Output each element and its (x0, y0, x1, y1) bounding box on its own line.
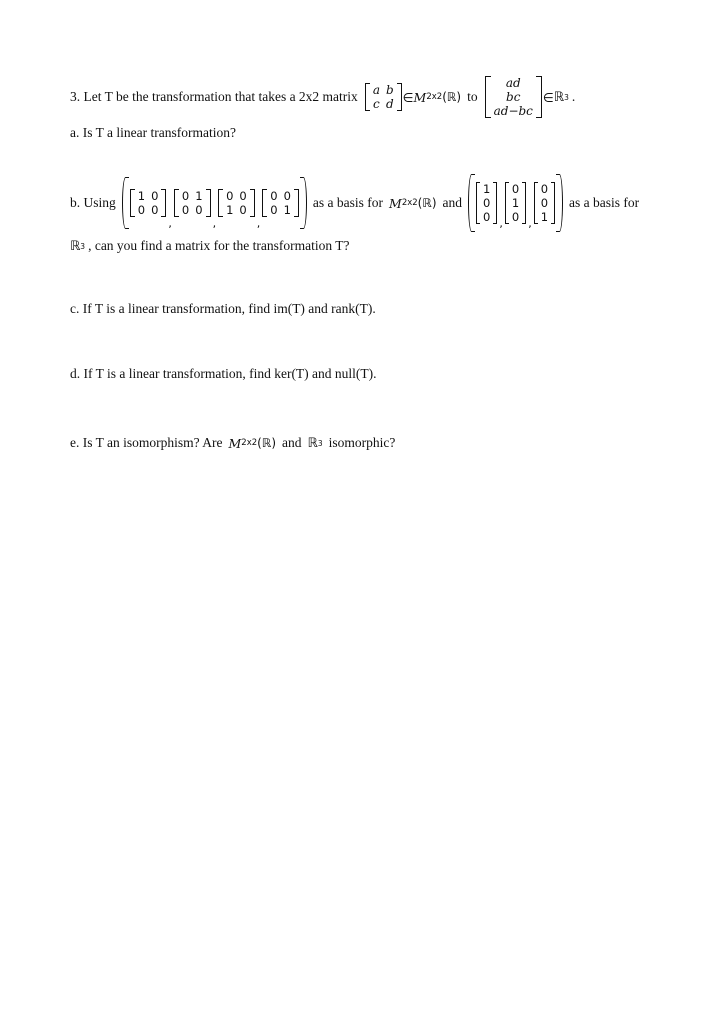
basis-m4-entry: 0 (270, 189, 278, 203)
basis-v3-entry: 0 (540, 196, 549, 210)
image-entry-1: ad (505, 76, 521, 90)
question-d-text: d. If T is a linear transformation, find ker(T) and null(T). (70, 366, 377, 381)
basis-m3-entry: 0 (239, 203, 247, 217)
basis-v1-entry: 0 (483, 196, 491, 210)
space-m-field: (ℝ) (442, 90, 462, 104)
image-entry-3: ad−bc (493, 104, 533, 118)
basis-m1-entry: 0 (137, 203, 146, 217)
basis-m4-entry: 0 (270, 203, 278, 217)
question-a (70, 124, 236, 142)
basis-v1-entry: 0 (483, 210, 491, 224)
comma: , (256, 217, 261, 230)
real-power: 3 (317, 438, 323, 448)
basis-matrix-2 (174, 189, 211, 217)
basis-matrix-4 (262, 189, 299, 217)
basis-m3-entry: 1 (226, 203, 234, 217)
matrix-entry-d: d (385, 97, 394, 111)
image-entry-2: bc (506, 90, 521, 104)
open-paren-2 (468, 174, 475, 232)
space-m-symbol: M (389, 195, 402, 211)
space-m-symbol: M (228, 435, 242, 451)
basis-v2-entry: 0 (511, 210, 520, 224)
question-e-text-1: e. Is T an isomorphism? Are (70, 435, 223, 450)
basis-vector-1 (476, 182, 497, 224)
question-b-label: b. Using (70, 195, 116, 210)
basis-vector-2 (505, 182, 526, 224)
real-numbers-symbol: ℝ (307, 435, 318, 451)
basis-m3-entry: 0 (239, 189, 247, 203)
basis-v2-entry: 0 (511, 182, 520, 196)
space-m-subscript: 2x2 (426, 92, 443, 102)
basis-v3-entry: 1 (540, 210, 549, 224)
question-b-continued-text: , can you find a matrix for the transformation T? (88, 238, 350, 253)
basis-v1-entry: 1 (483, 182, 491, 196)
real-power: 3 (564, 92, 569, 102)
comma: , (168, 217, 172, 230)
question-a-text: a. Is T a linear transformation? (70, 125, 236, 140)
basis-m2-entry: 1 (195, 189, 203, 203)
space-m-field: (ℝ) (417, 196, 437, 210)
basis-v3-entry: 0 (540, 182, 549, 196)
space-m-field: (ℝ) (257, 436, 277, 450)
as-basis-text: as a basis for (312, 195, 383, 210)
space-m-subscript: 2x2 (241, 438, 258, 448)
and-word: and (282, 435, 302, 450)
basis-matrix-1 (130, 189, 167, 217)
comma: , (499, 217, 503, 230)
question-c (70, 300, 376, 318)
real-numbers-symbol: ℝ (70, 238, 81, 254)
basis-matrix-3 (218, 189, 255, 217)
comma: , (212, 217, 217, 230)
basis-m1-entry: 0 (151, 189, 159, 203)
question-3-intro: 3. Let T be the transformation that takes a 2x2 matrix (70, 89, 358, 104)
close-paren-2 (556, 174, 563, 232)
matrix-entry-c: c (373, 97, 380, 111)
as-basis-text-2: as a basis for (569, 195, 640, 210)
basis-m4-entry: 0 (283, 189, 291, 203)
open-paren (122, 177, 129, 229)
sentence-end: . (571, 89, 576, 104)
image-vector (485, 76, 542, 118)
question-e (70, 432, 395, 454)
matrix-entry-b: b (385, 83, 394, 97)
basis-m4-entry: 1 (283, 203, 291, 217)
question-b (70, 174, 639, 232)
basis-m2-entry: 0 (181, 203, 190, 217)
basis-v2-entry: 1 (511, 196, 520, 210)
basis-m1-entry: 1 (137, 189, 146, 203)
basis-m3-entry: 0 (226, 189, 234, 203)
basis-m2-entry: 0 (181, 189, 190, 203)
question-3-statement (70, 72, 575, 122)
question-e-text-2: isomorphic? (328, 435, 396, 450)
question-b-continued (70, 236, 350, 256)
and-word: and (442, 195, 463, 210)
space-m-symbol: M (413, 89, 427, 105)
close-paren (300, 177, 307, 229)
input-matrix (365, 83, 402, 111)
comma: , (528, 217, 532, 230)
real-numbers-symbol: ℝ (553, 89, 565, 105)
basis-m2-entry: 0 (195, 203, 203, 217)
matrix-entry-a: a (372, 83, 380, 97)
basis-vector-3 (534, 182, 555, 224)
to-word: to (467, 89, 478, 104)
element-of-symbol: ∈ (402, 89, 414, 105)
space-m-subscript: 2x2 (401, 198, 418, 208)
real-power: 3 (80, 241, 86, 251)
element-of-symbol-2: ∈ (542, 89, 554, 105)
question-c-text: c. If T is a linear transformation, find im(T) and rank(T). (70, 301, 376, 316)
basis-m1-entry: 0 (151, 203, 159, 217)
question-d (70, 365, 377, 383)
